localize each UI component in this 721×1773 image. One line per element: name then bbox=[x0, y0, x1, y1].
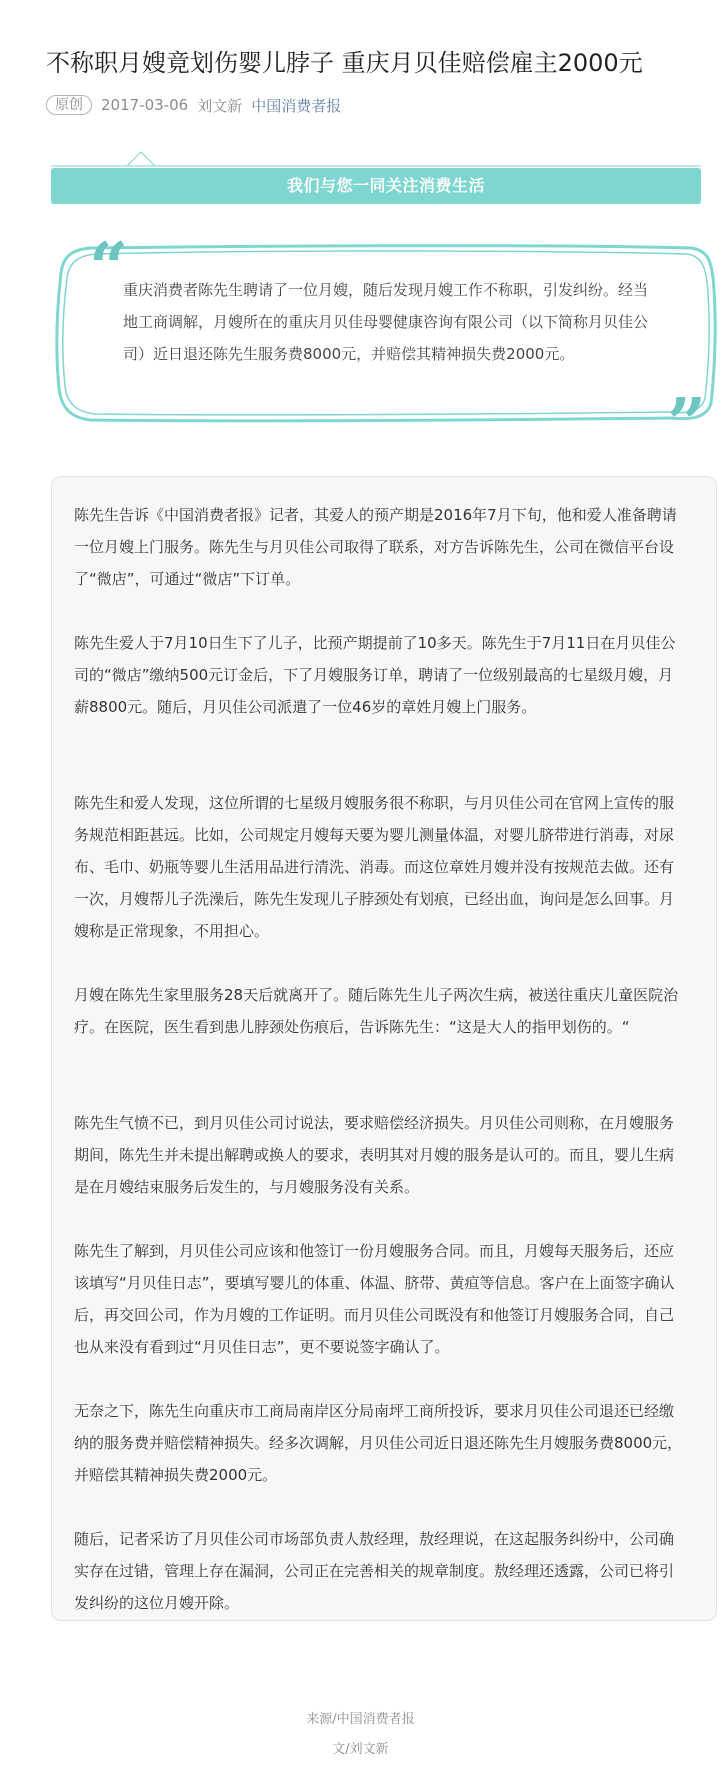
body-paragraph: 随后，记者采访了月贝佳公司市场部负责人敖经理，敖经理说，在这起服务纠纷中，公司确实存在过错，管理上存在漏洞，公司正在完善相关的规章制度。敖经理还透露，公司已将引发纠纷的这位月嫂开除。 bbox=[74, 1530, 675, 1612]
article-body bbox=[51, 476, 717, 1621]
author-name: 刘文新 bbox=[197, 96, 243, 115]
body-paragraph: 陈先生了解到，月贝佳公司应该和他签订一份月嫂服务合同。而且，月嫂每天服务后，还应该填写“月贝佳日志”，要填写婴儿的体重、体温、脐带、黄疸等信息。客户在上面签字确认后，再交回公司，作为月嫂的工作证明。而月贝佳公司既没有和他签订月嫂服务合同，自己也从来没有看到过“月贝佳日志”，更不要说签字确认了。 bbox=[74, 1242, 675, 1356]
banner-text: 我们与您一同关注消费生活 bbox=[286, 176, 485, 195]
footer-author: 文/刘文新 bbox=[332, 1742, 389, 1757]
body-paragraph: 陈先生气愤不已，到月贝佳公司讨说法，要求赔偿经济损失。月贝佳公司则称，在月嫂服务期间，陈先生并未提出解聘或换人的要求，表明其对月嫂的服务是认可的。而且，婴儿生病是在月嫂结束服务后发生的，与月嫂服务没有关系。 bbox=[74, 1114, 675, 1196]
account-source-link[interactable]: 中国消费者报 bbox=[251, 96, 342, 115]
article-meta bbox=[46, 94, 341, 116]
body-paragraph: 月嫂在陈先生家里服务28天后就离开了。随后陈先生儿子两次生病，被送往重庆儿童医院治疗。在医院，医生看到患儿脖颈处伤痕后，告诉陈先生：“这是大人的指甲划伤的。“ bbox=[74, 986, 679, 1036]
body-paragraph: 陈先生爱人于7月10日生下了儿子，比预产期提前了10多天。陈先生于7月11日在月贝佳公司的“微店”缴纳500元订金后，下了月嫂服务订单，聘请了一位级别最高的七星级月嫂，月薪8800元。随后，月贝佳公司派遣了一位46岁的章姓月嫂上门服务。 bbox=[74, 634, 676, 716]
summary-text: 重庆消费者陈先生聘请了一位月嫂，随后发现月嫂工作不称职，引发纠纷。经当地工商调解，月嫂所在的重庆月贝佳母婴健康咨询有限公司（以下简称月贝佳公司）近日退还陈先生服务费8000元，并赔偿其精神损失费2000元。 bbox=[123, 281, 649, 363]
article-title: 不称职月嫂竟划伤婴儿脖子 重庆月贝佳赔偿雇主2000元 bbox=[46, 49, 643, 78]
close-quote-icon: ” bbox=[667, 384, 707, 464]
original-badge: 原创 bbox=[46, 95, 92, 115]
body-paragraph: 无奈之下，陈先生向重庆市工商局南岸区分局南坪工商所投诉，要求月贝佳公司退还已经缴纳的服务费并赔偿精神损失。经多次调解，月贝佳公司近日退还陈先生月嫂服务费8000元，并赔偿其精神损失费2000元。 bbox=[74, 1402, 683, 1484]
publish-date: 2017-03-06 bbox=[101, 96, 189, 114]
subscribe-banner bbox=[51, 150, 721, 204]
body-paragraph: 陈先生告诉《中国消费者报》记者，其爱人的预产期是2016年7月下旬，他和爱人准备聘请一位月嫂上门服务。陈先生与月贝佳公司取得了联系，对方告诉陈先生，公司在微信平台设了“微店”，可通过“微店”下订单。 bbox=[74, 506, 677, 588]
body-paragraph: 陈先生和爱人发现，这位所谓的七星级月嫂服务很不称职，与月贝佳公司在官网上宣传的服务规范相距甚远。比如，公司规定月嫂每天要为婴儿测量体温，对婴儿脐带进行消毒，对尿布、毛巾、奶瓶等婴儿生活用品进行清洗、消毒。而这位章姓月嫂并没有按规范去做。还有一次，月嫂帮儿子洗澡后，陈先生发现儿子脖颈处有划痕，已经出血，询问是怎么回事。月嫂称是正常现象，不用担心。 bbox=[74, 794, 675, 940]
summary-quote-box bbox=[51, 228, 721, 464]
open-quote-icon: “ bbox=[89, 228, 129, 308]
footer-source: 来源/中国消费者报 bbox=[306, 1712, 415, 1727]
